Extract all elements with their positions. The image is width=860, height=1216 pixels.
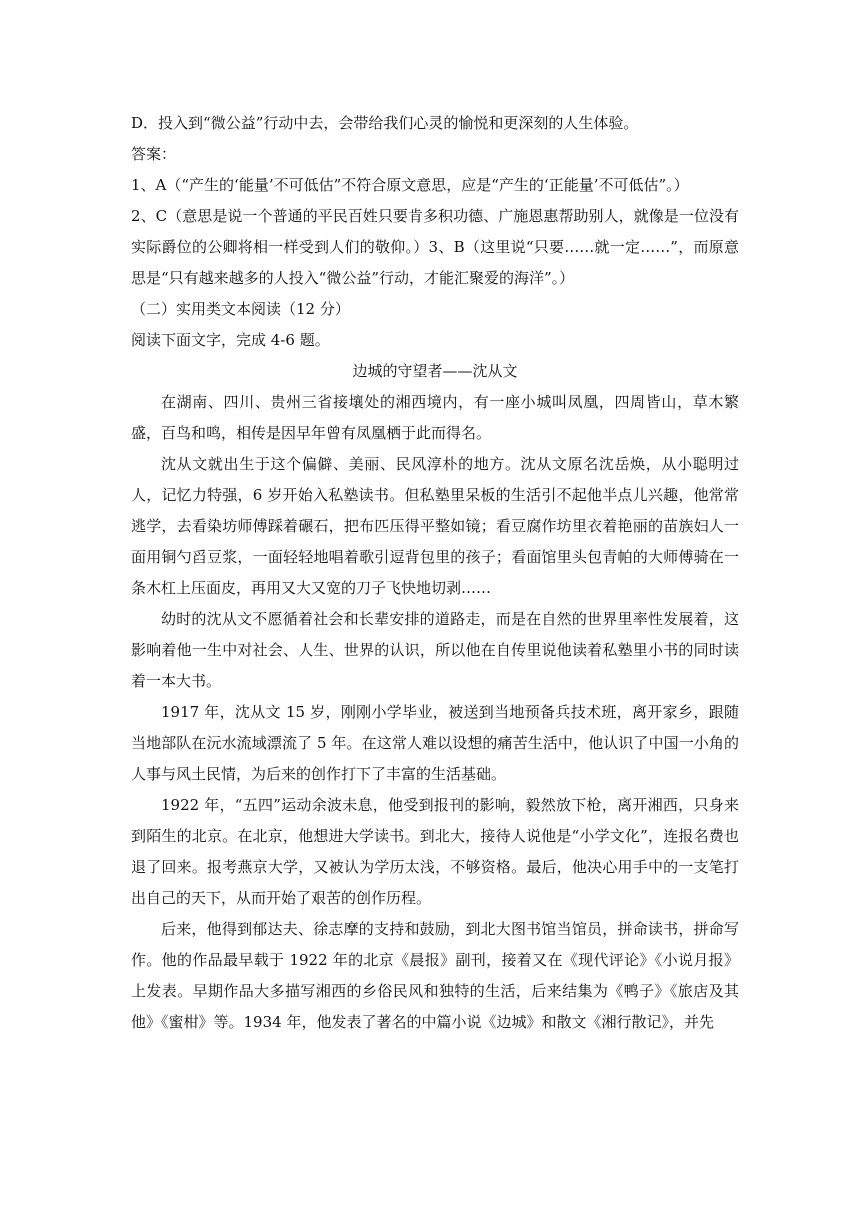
- answer-2-3: 2、C（意思是说一个普通的平民百姓只要肯多积功德、广施恩惠帮助别人，就像是一位没有实际爵位的公卿将相一样受到人们的敬仰。）3、B（这里说“只要……就一定……”，而原意思是“只有越来越多的人投入“微公益”行动，才能汇聚爱的海洋”。）: [131, 207, 739, 287]
- article-paragraph: 在湖南、四川、贵州三省接壤处的湘西境内，有一座小城叫凤凰，四周皆山，草木繁盛，百鸟和鸣，相传是因早年曾有凤凰栖于此而得名。: [131, 393, 739, 442]
- article-paragraph: 1922 年，“五四”运动余波未息，他受到报刊的影响，毅然放下枪，离开湘西，只身来到陌生的北京。在北京，他想进大学读书。到北大，接待人说他是“小学文化”，连报名费也退了回来。报考燕京大学，又被认为学历太浅，不够资格。最后，他决心用手中的一支笔打出自己的天下，从而开始了艰苦的创作历程。: [131, 796, 739, 907]
- document-body: [131, 108, 739, 1038]
- answer-1: 1、A（“产生的‘能量’不可低估”不符合原文意思，应是“产生的‘正能量’不可低估”。）: [131, 176, 689, 194]
- answer-heading: 答案：: [131, 145, 177, 163]
- section-heading: （二）实用类文本阅读（12 分）: [131, 300, 350, 318]
- article-paragraph: 后来，他得到郁达夫、徐志摩的支持和鼓励，到北大图书馆当馆员，拼命读书，拼命写作。他的作品最早载于 1922 年的北京《晨报》副刊，接着又在《现代评论》《小说月报》上发表。早期作品大多描写湘西的乡俗民风和独特的生活，后来结集为《鸭子》《旅店及其他》《蜜柑》等。1934 年，他发表了著名的中篇小说《边城》和散文《湘行散记》，并先: [131, 920, 739, 1031]
- article-paragraph: 1917 年，沈从文 15 岁，刚刚小学毕业，被送到当地预备兵技术班，离开家乡，跟随当地部队在沅水流域漂流了 5 年。在这常人难以设想的痛苦生活中，他认识了中国一小角的人事与风土民情，为后来的创作打下了丰富的生活基础。: [131, 703, 739, 783]
- article-paragraph: 幼时的沈从文不愿循着社会和长辈安排的道路走，而是在自然的世界里率性发展着，这影响着他一生中对社会、人生、世界的认识，所以他在自传里说他读着私塾里小书的同时读着一本大书。: [131, 610, 739, 690]
- reading-instruction: 阅读下面文字，完成 4-6 题。: [131, 331, 330, 349]
- article-title: 边城的守望者——沈从文: [352, 362, 518, 380]
- article-paragraph: 沈从文就出生于这个偏僻、美丽、民风淳朴的地方。沈从文原名沈岳焕，从小聪明过人，记忆力特强，6 岁开始入私塾读书。但私塾里呆板的生活引不起他半点儿兴趣，他常常逃学，去看染坊师傅踩着碾石，把布匹压得平整如镜；看豆腐作坊里衣着艳丽的苗族妇人一面用铜勺舀豆浆，一面轻轻地唱着歌引逗背包里的孩子；看面馆里头包青帕的大师傅骑在一条木杠上压面皮，再用又大又宽的刀子飞快地切剥……: [131, 455, 739, 597]
- question-option-d: D．投入到“微公益”行动中去，会带给我们心灵的愉悦和更深刻的人生体验。: [131, 114, 639, 132]
